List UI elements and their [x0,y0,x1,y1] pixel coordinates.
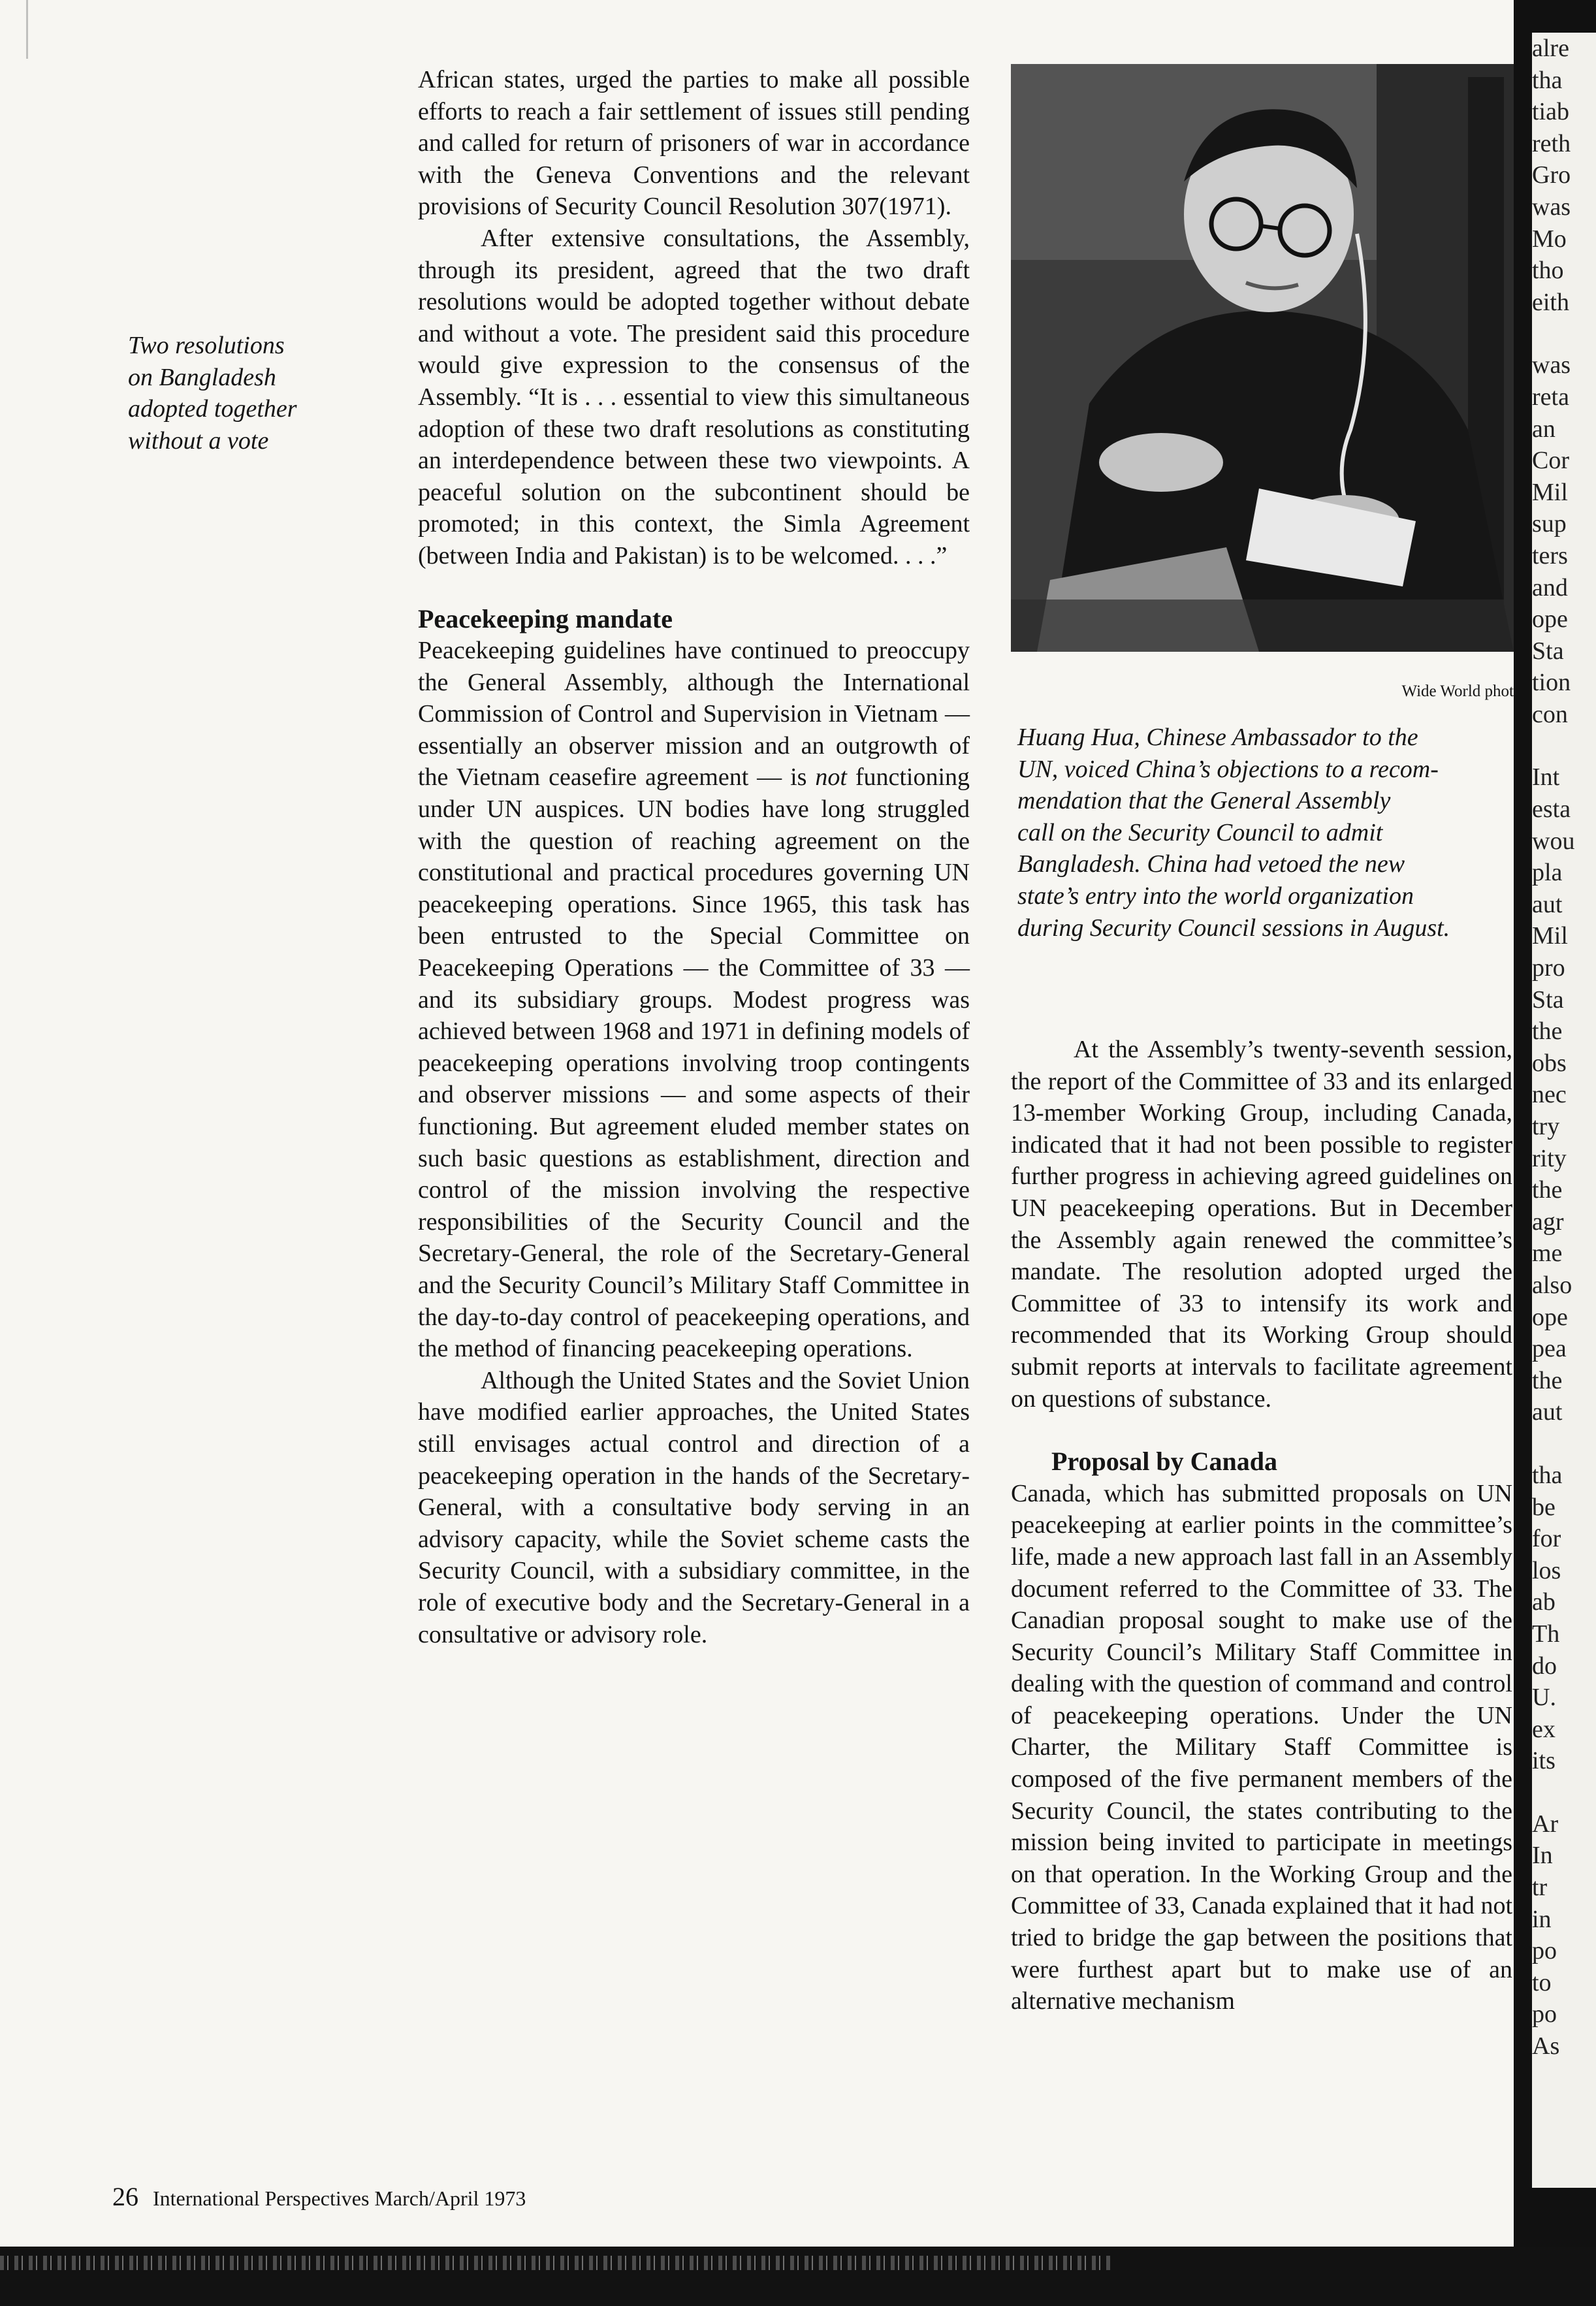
fragment-line [1532,1428,1596,1460]
photo-caption [1017,722,1514,944]
fragment-line: reta [1532,383,1569,411]
paragraph: African states, urged the parties to make all possible efforts to reach a fair settlement of issues still pending and called for return of prisoners of war in accordance with the Geneva Conventions and the relevant provisions of Security Council Resolution 307(1971). [418,66,970,221]
paragraph: After extensive consultations, the Assembly, through its president, agreed that the two draft resolutions would be adopted together without debate and without a vote. The president said this procedure would give expression to the consensus of the Assembly. “It is . . . essential to view this simultaneous adoption of these two draft resolutions as constituting an interdependence between these two viewpoints. A peaceful solution on the subcontinent should be promoted; in this context, the Simla Agreement (between India and Pakistan) is to be welcomed. . . .” [418,224,970,569]
caption-line: state’s entry into the world organization [1017,882,1414,910]
fragment-line: As [1532,2032,1560,2060]
fragment-line: sup [1532,510,1567,538]
section-heading: Proposal by Canada [1051,1447,1278,1477]
left-text-column [418,64,970,1650]
fragment-line: pea [1532,1335,1567,1363]
fragment-line: reth [1532,129,1571,157]
fragment-line: was [1532,193,1571,221]
margin-note-line: without a vote [128,426,269,455]
fragment-line: an [1532,415,1556,443]
fragment-line: Mil [1532,478,1568,506]
margin-note-line: Two resolutions [128,332,285,359]
fragment-line [1532,318,1596,349]
scan-edge-mark [26,0,28,59]
section-heading: Peacekeeping mandate [418,603,673,633]
scan-noise [0,2256,1110,2270]
fragment-line: do [1532,1652,1557,1680]
fragment-line [1532,730,1596,761]
fragment-line: tion [1532,669,1571,697]
caption-line: mendation that the General Assembly [1017,787,1391,815]
emphasis-text: not [815,763,847,792]
fragment-line: Th [1532,1620,1560,1648]
fragment-line: try [1532,1113,1560,1140]
caption-line: during Security Council sessions in August. [1017,914,1450,942]
paragraph: Although the United States and the Soviet Union have modified earlier approaches, the United States still envisages actual control and direction of a peacekeeping operation in the hands of the Secretary-General, with a consultative body serving in an advisory capacity, while the Soviet scheme casts the Security Council, with a subsidiary committee, in the role of executive body and the Secretary-General in a consultative or advisory role. [418,1366,970,1648]
fragment-line: Cor [1532,447,1569,475]
fragment-line: nec [1532,1081,1567,1109]
fragment-line: aut [1532,890,1563,918]
fragment-line: po [1532,1937,1557,1965]
fragment-line: Sta [1532,985,1564,1014]
fragment-line: esta [1532,795,1571,824]
fragment-line: and [1532,573,1568,601]
fragment-line: Gro [1532,161,1571,189]
fragment-line: los [1532,1556,1561,1584]
fragment-line: ters [1532,541,1568,569]
fragment-line: pro [1532,954,1565,982]
caption-line: call on the Security Council to admit [1017,818,1383,846]
fragment-line: ope [1532,1303,1568,1331]
fragment-line: Int [1532,763,1560,792]
fragment-line: tho [1532,257,1564,285]
fragment-line: tiab [1532,98,1569,126]
fragment-line: in [1532,1905,1552,1933]
fragment-line: Sta [1532,637,1564,665]
fragment-line: pla [1532,859,1563,887]
fragment-line [1532,1777,1596,1808]
fragment-line: aut [1532,1398,1563,1426]
fragment-line: Mo [1532,225,1567,253]
caption-line: Bangladesh. China had vetoed the new [1017,850,1405,878]
fragment-line: tr [1532,1874,1548,1902]
page-footer [112,2181,526,2212]
paragraph-text: Peacekeeping guidelines have continued to preoccupy the General Assembly, although the International Commission of Control and Supervision in Vietnam — essentially an observer mission and an outgrowth of the Vietnam ceasefire agreement — is [418,637,970,792]
paragraph-text: functioning under UN auspices. UN bodies have long struggled with the question of reaching agreement on the constitutional and practical procedures governing UN peacekeeping operations. Since 1965, this task has been entrusted to the Special Committee on Peacekeeping Operations — the Committee of 33 — and its subsidiary groups. Modest progress was achieved between 1968 and 1971 in defining models of peacekeeping operations involving troop contingents and observer missions — and some aspects of their functioning. But agreement eluded member states on such basic questions as establishment, direction and control of the mission involving the respective responsibilities of the Security Council and the Secretary-General, the role of the Secretary-General and the Security Council’s Military Staff Committee in the day-to-day control of peacekeeping operations, and the method of financing peacekeeping operations. [418,763,970,1363]
fragment-line: alre [1532,35,1569,62]
fragment-line: be [1532,1493,1556,1521]
fragment-line: wou [1532,827,1575,855]
fragment-line: rity [1532,1144,1567,1172]
margin-note-line: adopted together [128,395,297,423]
fragment-line: was [1532,351,1571,379]
publication-line: International Perspectives March/April 1973 [153,2186,526,2210]
fragment-line: me [1532,1240,1563,1268]
fragment-line: also [1532,1271,1572,1299]
fragment-line: ex [1532,1715,1556,1743]
scan-bottom-edge [0,2247,1596,2306]
photo-illustration [1011,64,1514,652]
page-number: 26 [112,2182,138,2211]
fragment-line: to [1532,1968,1552,1996]
caption-line: Huang Hua, Chinese Ambassador to the [1017,724,1418,751]
fragment-line: for [1532,1525,1561,1553]
fragment-line: eith [1532,288,1569,316]
fragment-line: its [1532,1747,1556,1775]
adjacent-page-fragments [1532,33,1596,2188]
fragment-line: agr [1532,1208,1564,1236]
paragraph: Canada, which has submitted proposals on UN peacekeeping at earlier points in the committee’s life, made a new approach last fall in an Assembly document referred to the Committee of 33. The Canadian proposal sought to make use of the Security Council’s Military Staff Committee in dealing with the question of command and control of peacekeeping operations. Under the UN Charter, the Military Staff Committee is composed of the five permanent members of the Security Council, the states contributing to the mission being invited to participate in meetings on that operation. In the Working Group and the Committee of 33, Canada explained that it had not tried to bridge the gap between the positions that were furthest apart but to make use of an alternative mechanism [1011,1479,1512,2015]
margin-note-line: on Bangladesh [128,363,276,391]
fragment-line: the [1532,1176,1563,1204]
paragraph [418,635,970,1365]
fragment-line: tha [1532,66,1563,94]
fragment-line: ope [1532,605,1568,633]
fragment-line: In [1532,1842,1553,1870]
paragraph: At the Assembly’s twenty-seventh session, the report of the Committee of 33 and its enlarged 13-member Working Group, including Canada, indicated that it had not been possible to register further progress in achieving agreed guidelines on UN peacekeeping operations. But in December the Assembly again renewed the committee’s mandate. The resolution adopted urged the Committee of 33 to intensify its work and recommended that its Working Group should submit reports at intervals to facilitate agreement on questions of substance. [1011,1036,1512,1413]
right-text-column [1011,1034,1512,2017]
margin-note [128,330,363,456]
fragment-line: the [1532,1366,1563,1394]
fragment-line: tha [1532,1461,1563,1489]
fragment-line: po [1532,2000,1557,2028]
photo-huang-hua [1011,64,1514,652]
adjacent-page-edge [1514,0,1596,2306]
caption-line: UN, voiced China’s objections to a recom- [1017,755,1439,783]
fragment-line: Mil [1532,922,1568,950]
fragment-line: U. [1532,1684,1556,1712]
fragment-line: con [1532,700,1568,728]
photo-credit: Wide World phot [1401,682,1514,700]
fragment-line: obs [1532,1049,1567,1077]
fragment-line: the [1532,1017,1563,1046]
fragment-line: ab [1532,1588,1556,1616]
fragment-line: Ar [1532,1810,1559,1838]
